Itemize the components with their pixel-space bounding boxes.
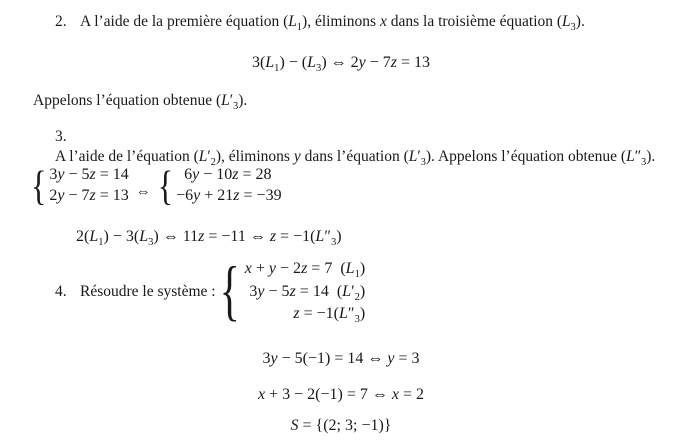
text-segment: y xyxy=(192,166,200,183)
text-segment: ). xyxy=(646,148,656,165)
step-4-label xyxy=(80,282,216,302)
text-segment: Appelons l’équation obtenue ( xyxy=(33,92,222,109)
text-segment: = 13 xyxy=(95,187,129,204)
text-segment: x xyxy=(391,386,399,403)
second-system xyxy=(176,164,281,206)
text-segment: ). xyxy=(575,13,585,30)
text-segment: L xyxy=(342,282,352,300)
text-segment: L xyxy=(315,228,325,245)
text-segment: ), éliminons xyxy=(302,13,380,30)
text-segment: 3 xyxy=(331,237,337,249)
text-segment: 1 xyxy=(98,237,104,249)
text-segment: 3 xyxy=(641,157,647,169)
text-segment: L xyxy=(139,228,149,245)
text-segment: 3 xyxy=(316,63,322,75)
text-segment: = 13 xyxy=(397,54,431,71)
text-segment: = −1( xyxy=(299,305,339,322)
brace-left-second-system: { xyxy=(157,161,174,209)
text-segment: y xyxy=(293,148,301,165)
text-segment: z xyxy=(390,54,398,71)
text-segment: dans l’équation ( xyxy=(300,148,409,165)
text-segment: −6 xyxy=(176,187,194,204)
solution-set-line xyxy=(0,416,673,436)
text-segment: L xyxy=(562,13,571,30)
step-3-item xyxy=(55,127,673,167)
system-row xyxy=(49,185,128,206)
text-segment: 2 xyxy=(354,291,360,303)
text-segment: z xyxy=(301,260,308,277)
text-segment: 6 xyxy=(184,166,193,183)
system-row xyxy=(245,258,365,281)
text-segment: A l’aide de la première équation ( xyxy=(80,13,289,30)
text-segment: 2 xyxy=(210,157,216,169)
text-segment: = 28 xyxy=(238,166,272,183)
text-segment: y xyxy=(257,282,265,300)
text-segment: ″ xyxy=(324,228,331,245)
text-segment: z xyxy=(289,282,296,300)
solution-y-line xyxy=(0,349,673,369)
text-segment: − 5(−1) = 14 ⇔ xyxy=(277,350,388,367)
text-segment: L xyxy=(221,92,230,109)
text-segment: = 14 xyxy=(95,166,129,183)
text-segment: ) xyxy=(359,282,366,300)
text-segment: 3( xyxy=(251,54,266,71)
text-segment: = −1( xyxy=(276,228,316,245)
text-segment: − 7 xyxy=(64,187,90,204)
solution-x-line xyxy=(0,385,673,405)
text-segment: − 5 xyxy=(64,166,90,183)
text-segment: ′ xyxy=(207,148,211,165)
text-segment: z xyxy=(233,187,240,204)
text-segment: 2 xyxy=(49,187,58,204)
text-segment: 3 xyxy=(354,314,360,326)
text-segment: ) xyxy=(359,305,366,322)
text-segment: ′ xyxy=(417,148,421,165)
appelons-text xyxy=(33,92,248,113)
text-segment: z xyxy=(89,187,96,204)
text-segment: y xyxy=(270,350,278,367)
text-segment: − 7 xyxy=(365,54,391,71)
step-3-text xyxy=(55,148,656,169)
text-segment: 2( xyxy=(76,228,90,245)
text-segment: y xyxy=(268,260,277,277)
text-segment: Résoudre le système : xyxy=(80,282,216,300)
system-equivalence-block xyxy=(31,161,282,209)
brace-left-first-system: { xyxy=(31,161,47,209)
text-segment: L xyxy=(338,305,348,322)
text-segment: = 14 ( xyxy=(295,282,343,300)
text-segment: + 3 − 2(−1) = 7 ⇔ xyxy=(265,386,392,403)
text-segment: z xyxy=(198,228,205,245)
text-segment: z xyxy=(232,166,239,183)
text-segment: 3 xyxy=(233,101,239,113)
text-segment: z xyxy=(269,228,277,245)
system-row xyxy=(176,164,281,185)
step-3-number: 3. xyxy=(55,128,67,145)
text-segment: 3 xyxy=(49,166,58,183)
text-segment: ) xyxy=(336,228,342,245)
text-segment: L xyxy=(345,260,355,277)
text-segment: y xyxy=(193,187,201,204)
text-segment: y xyxy=(57,187,65,204)
step-2-text xyxy=(80,13,585,34)
text-segment: L xyxy=(408,148,418,165)
text-segment: ) − ( xyxy=(279,54,308,71)
text-segment: 3 xyxy=(249,282,258,300)
text-segment: 3 xyxy=(148,237,154,249)
first-system xyxy=(49,164,128,206)
equation-elimination-x xyxy=(0,53,673,73)
text-segment: S xyxy=(290,417,299,434)
text-segment: L xyxy=(265,54,275,71)
text-segment: ″ xyxy=(634,148,642,165)
equation-z-value-text xyxy=(76,228,342,249)
text-segment: = 7 ( xyxy=(307,260,346,277)
text-segment: L xyxy=(307,54,317,71)
step-2-item xyxy=(55,12,585,32)
text-segment: ) ⇔ 2 xyxy=(321,54,359,71)
text-segment: − 5 xyxy=(264,282,290,300)
text-segment: 3 xyxy=(420,157,426,169)
text-segment: ′ xyxy=(351,282,355,300)
text-segment: L xyxy=(198,148,208,165)
text-segment: A l’aide de l’équation ( xyxy=(55,148,199,165)
text-segment: y xyxy=(358,54,366,71)
system-row xyxy=(245,303,365,326)
text-segment: + 21 xyxy=(200,187,234,204)
text-segment: 3 xyxy=(262,350,271,367)
text-segment: L xyxy=(89,228,99,245)
text-segment: ) − 3( xyxy=(103,228,140,245)
text-segment: z xyxy=(293,305,300,322)
text-segment: ). xyxy=(238,92,248,109)
text-segment: 1 xyxy=(274,63,280,75)
text-segment: = {(2; 3; −1)} xyxy=(298,417,392,434)
equation-z-value xyxy=(76,227,342,247)
equation-elimination-x-text xyxy=(251,54,431,75)
text-segment: + xyxy=(251,260,269,277)
text-segment: − 2 xyxy=(276,260,302,277)
solution-set-text xyxy=(291,417,392,434)
text-segment: = −11 ⇔ xyxy=(204,228,270,245)
text-segment: y xyxy=(387,350,395,367)
system-row xyxy=(176,185,281,206)
text-segment: − 10 xyxy=(199,166,233,183)
solution-y-text xyxy=(263,350,420,367)
text-segment: 1 xyxy=(354,269,360,281)
final-system xyxy=(245,258,365,326)
brace-left-final-system: { xyxy=(219,255,240,329)
text-segment: = −39 xyxy=(239,187,282,204)
text-segment: ). Appelons l’équation obtenue ( xyxy=(425,148,627,165)
text-segment: L xyxy=(626,148,635,165)
step-2-number: 2. xyxy=(55,13,67,30)
text-segment: ′ xyxy=(229,92,234,109)
text-segment: 3 xyxy=(570,22,576,34)
system-row xyxy=(49,164,128,185)
text-segment: ) xyxy=(359,260,366,277)
text-segment: y xyxy=(57,166,65,183)
text-segment: x xyxy=(244,260,252,277)
text-segment: ″ xyxy=(347,305,355,322)
step-4-number: 4. xyxy=(55,282,67,300)
system-row xyxy=(245,281,365,304)
text-segment: L xyxy=(288,13,297,30)
text-segment: dans la troisième équation ( xyxy=(386,13,563,30)
equivalence-arrow: ⇔ xyxy=(135,184,151,200)
step-4-item xyxy=(55,255,366,329)
text-segment: z xyxy=(89,166,96,183)
text-segment: = 2 xyxy=(398,386,424,403)
text-segment: x xyxy=(258,386,266,403)
solution-x-text xyxy=(258,386,424,403)
text-segment: = 3 xyxy=(394,350,420,367)
text-segment: ), éliminons xyxy=(215,148,294,165)
text-segment: 1 xyxy=(296,22,303,34)
text-segment: ) ⇔ 11 xyxy=(153,228,199,245)
appelons-line xyxy=(33,91,247,111)
text-segment: x xyxy=(379,13,387,30)
